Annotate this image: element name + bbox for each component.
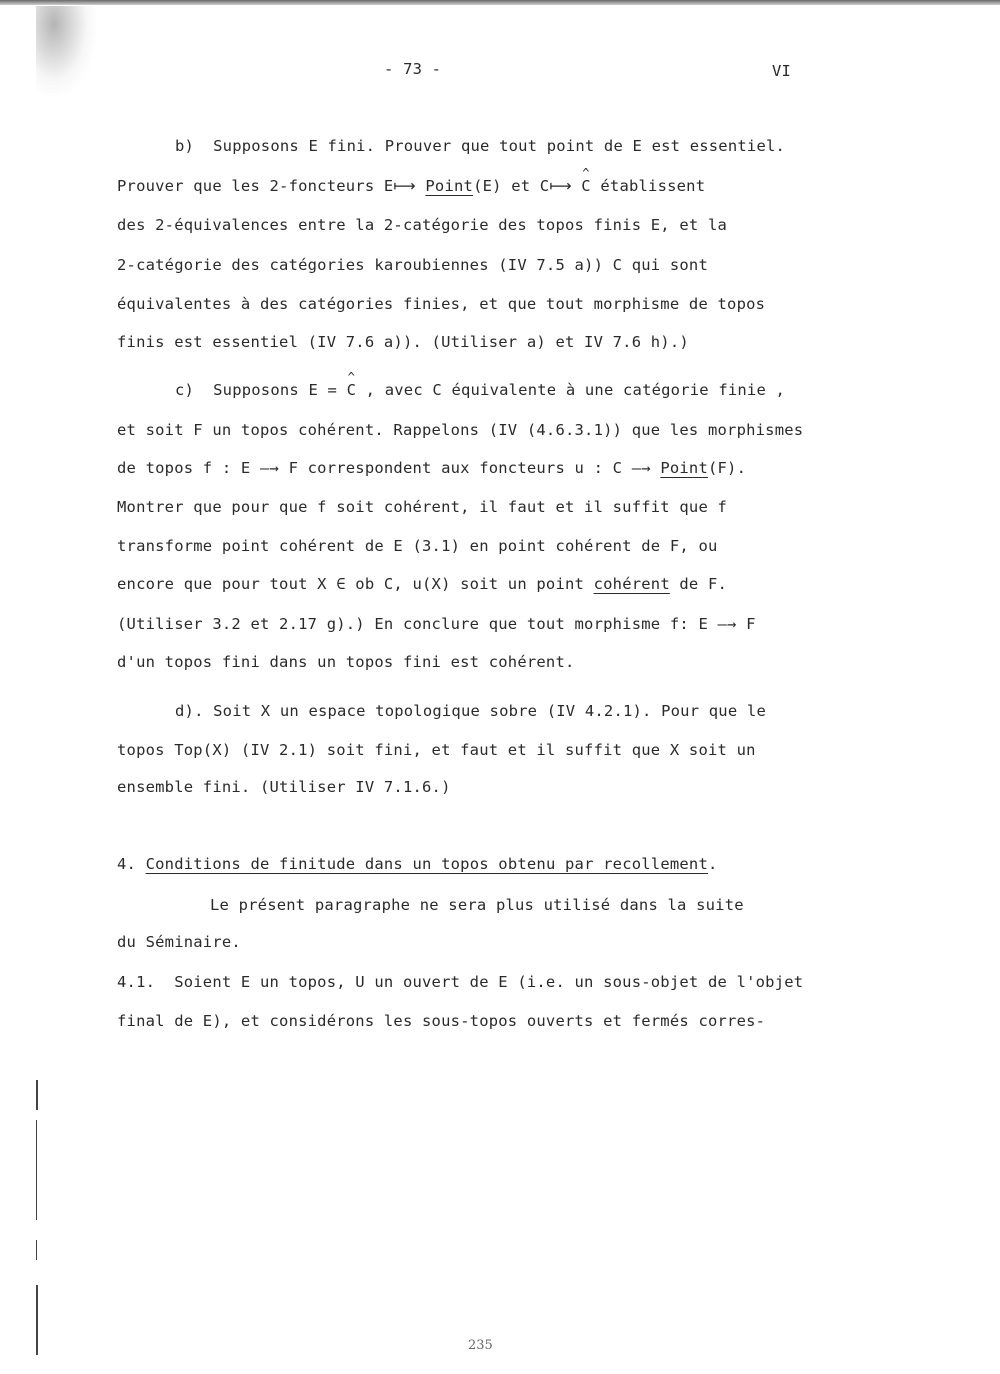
scan-margin-mark bbox=[36, 1285, 38, 1355]
hat-symbol: ^ C bbox=[581, 177, 591, 195]
text-line: ensemble fini. (Utiliser IV 7.1.6.) bbox=[117, 778, 451, 796]
text-line: finis est essentiel (IV 7.6 a)). (Utiliser a) et IV 7.6 h).) bbox=[117, 333, 689, 351]
text-line: de topos f : E —→ F correspondent aux foncteurs u : C —→ Point(F). bbox=[117, 459, 747, 477]
text-line: d'un topos fini dans un topos fini est cohérent. bbox=[117, 653, 575, 671]
text-line: transforme point cohérent de E (3.1) en point cohérent de F, ou bbox=[117, 537, 718, 555]
text-line: Le présent paragraphe ne sera plus utilisé dans la suite bbox=[210, 896, 744, 914]
scan-margin-mark bbox=[36, 1120, 37, 1220]
text-line: c) Supposons E = ^ C , avec C équivalente à une catégorie finie , bbox=[175, 381, 785, 399]
underlined-term: cohérent bbox=[593, 575, 670, 593]
text-line: d). Soit X un espace topologique sobre (IV 4.2.1). Pour que le bbox=[175, 702, 766, 720]
folio-number: 235 bbox=[468, 1338, 493, 1353]
text-line: du Séminaire. bbox=[117, 933, 241, 951]
text-line: Montrer que pour que f soit cohérent, il faut et il suffit que f bbox=[117, 498, 728, 516]
text-line: des 2-équivalences entre la 2-catégorie des topos finis E, et la bbox=[117, 216, 728, 234]
text-line: et soit F un topos cohérent. Rappelons (IV (4.6.3.1)) que les morphismes bbox=[117, 421, 804, 439]
text-line: final de E), et considérons les sous-topos ouverts et fermés corres- bbox=[117, 1012, 766, 1030]
section-title: Conditions de finitude dans un topos obtenu par recollement bbox=[145, 855, 708, 873]
chapter-label: VI bbox=[772, 62, 792, 80]
page-number: - 73 - bbox=[384, 60, 442, 78]
underlined-term: Point bbox=[425, 177, 474, 195]
text-line: 2-catégorie des catégories karoubiennes (IV 7.5 a)) C qui sont bbox=[117, 256, 708, 274]
text-line: 4.1. Soient E un topos, U un ouvert de E (i.e. un sous-objet de l'objet bbox=[117, 973, 804, 991]
text-line: topos Top(X) (IV 2.1) soit fini, et faut et il suffit que X soit un bbox=[117, 741, 756, 759]
section-number: 4. bbox=[117, 855, 146, 873]
text-line: b) Supposons E fini. Prouver que tout point de E est essentiel. bbox=[175, 137, 786, 155]
text-line: Prouver que les 2-foncteurs E⟼ Point(E) et C⟼ ^ C établissent bbox=[117, 177, 705, 195]
text-line: équivalentes à des catégories finies, et que tout morphisme de topos bbox=[117, 295, 766, 313]
maps-to-arrow: ⟼ bbox=[549, 177, 572, 195]
scan-corner-shadow bbox=[36, 6, 96, 96]
text-line: encore que pour tout X ∈ ob C, u(X) soit un point cohérent de F. bbox=[117, 575, 728, 593]
text-line: (Utiliser 3.2 et 2.17 g).) En conclure que tout morphisme f: E —→ F bbox=[117, 615, 756, 633]
scan-top-edge bbox=[0, 0, 1000, 5]
maps-to-arrow: ⟼ bbox=[393, 177, 416, 195]
scan-margin-mark bbox=[36, 1240, 37, 1260]
scan-margin-mark bbox=[36, 1080, 38, 1110]
hat-symbol: ^ C bbox=[347, 381, 357, 399]
section-heading: 4. Conditions de finitude dans un topos obtenu par recollement. bbox=[117, 855, 718, 873]
underlined-term: Point bbox=[660, 459, 708, 477]
